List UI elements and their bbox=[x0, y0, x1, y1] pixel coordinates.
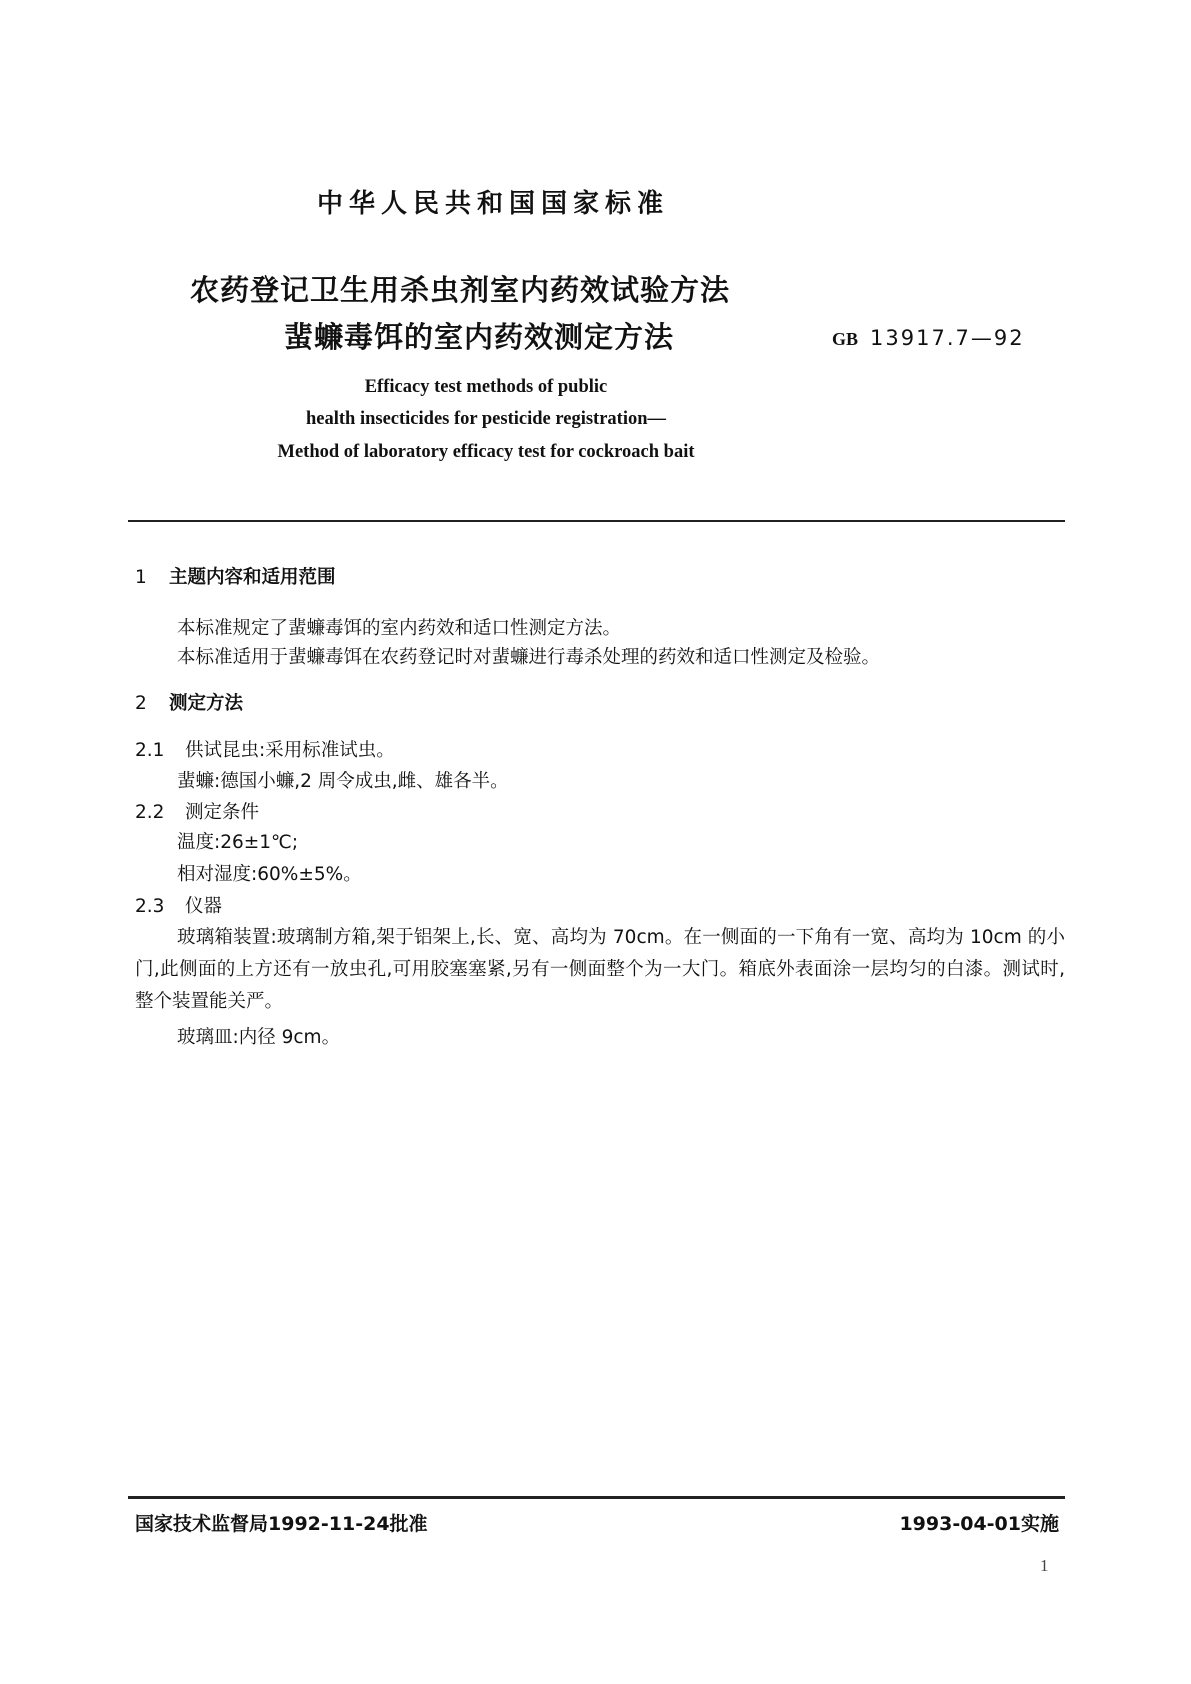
code-prefix: GB bbox=[832, 329, 859, 349]
effective-date: 1993-04-01实施 bbox=[899, 1513, 1059, 1535]
paragraph: 玻璃箱装置:玻璃制方箱,架于铝架上,长、宽、高均为 70cm。在一侧面的一下角有一宽、高均为 10cm 的小门,此侧面的上方还有一放虫孔,可用胶塞塞紧,另有一侧面整个为一大门。箱底外表面涂一层均匀的白漆。测试时,整个装置能关严。 bbox=[135, 927, 1065, 1012]
section-title: 供试昆虫:采用标准试虫。 bbox=[185, 740, 395, 761]
standard-header: 中华人民共和国国家标准 bbox=[316, 189, 669, 219]
code-number: 13917.7—92 bbox=[870, 326, 1025, 350]
section-number: 2.2 bbox=[135, 802, 165, 823]
section-2-2 bbox=[135, 798, 259, 824]
title-line-1: 农药登记卫生用杀虫剂室内药效试验方法 bbox=[190, 273, 731, 307]
page-number: 1 bbox=[1040, 1556, 1049, 1575]
header-divider bbox=[128, 520, 1065, 522]
section-1-heading bbox=[135, 563, 336, 589]
english-title-3: Method of laboratory efficacy test for cockroach bait bbox=[277, 442, 695, 462]
english-title-1: Efficacy test methods of public bbox=[364, 377, 608, 397]
section-2-1 bbox=[135, 736, 395, 762]
paragraph: 玻璃皿:内径 9cm。 bbox=[177, 1027, 341, 1048]
footer-divider bbox=[128, 1496, 1065, 1499]
section-title: 测定方法 bbox=[169, 693, 244, 714]
paragraph: 本标准适用于蜚蠊毒饵在农药登记时对蜚蠊进行毒杀处理的药效和适口性测定及检验。 bbox=[177, 647, 881, 668]
section-number: 1 bbox=[135, 567, 147, 588]
paragraph: 蜚蠊:德国小蠊,2 周令成虫,雌、雄各半。 bbox=[177, 771, 509, 792]
section-title: 仪器 bbox=[185, 896, 223, 917]
section-number: 2 bbox=[135, 693, 147, 714]
paragraph: 温度:26±1℃; bbox=[177, 832, 299, 853]
section-title: 测定条件 bbox=[185, 802, 260, 823]
paragraph: 本标准规定了蜚蠊毒饵的室内药效和适口性测定方法。 bbox=[177, 618, 622, 639]
standard-code bbox=[832, 326, 1025, 350]
section-number: 2.1 bbox=[135, 740, 165, 761]
section-2-3 bbox=[135, 892, 222, 918]
approval-date: 国家技术监督局1992-11-24批准 bbox=[135, 1513, 428, 1535]
section-title: 主题内容和适用范围 bbox=[169, 567, 336, 588]
section-2-heading bbox=[135, 689, 243, 715]
section-number: 2.3 bbox=[135, 896, 165, 917]
title-line-2: 蜚蠊毒饵的室内药效测定方法 bbox=[284, 320, 675, 354]
english-title-2: health insecticides for pesticide registration— bbox=[305, 409, 667, 429]
paragraph: 相对湿度:60%±5%。 bbox=[177, 864, 362, 885]
